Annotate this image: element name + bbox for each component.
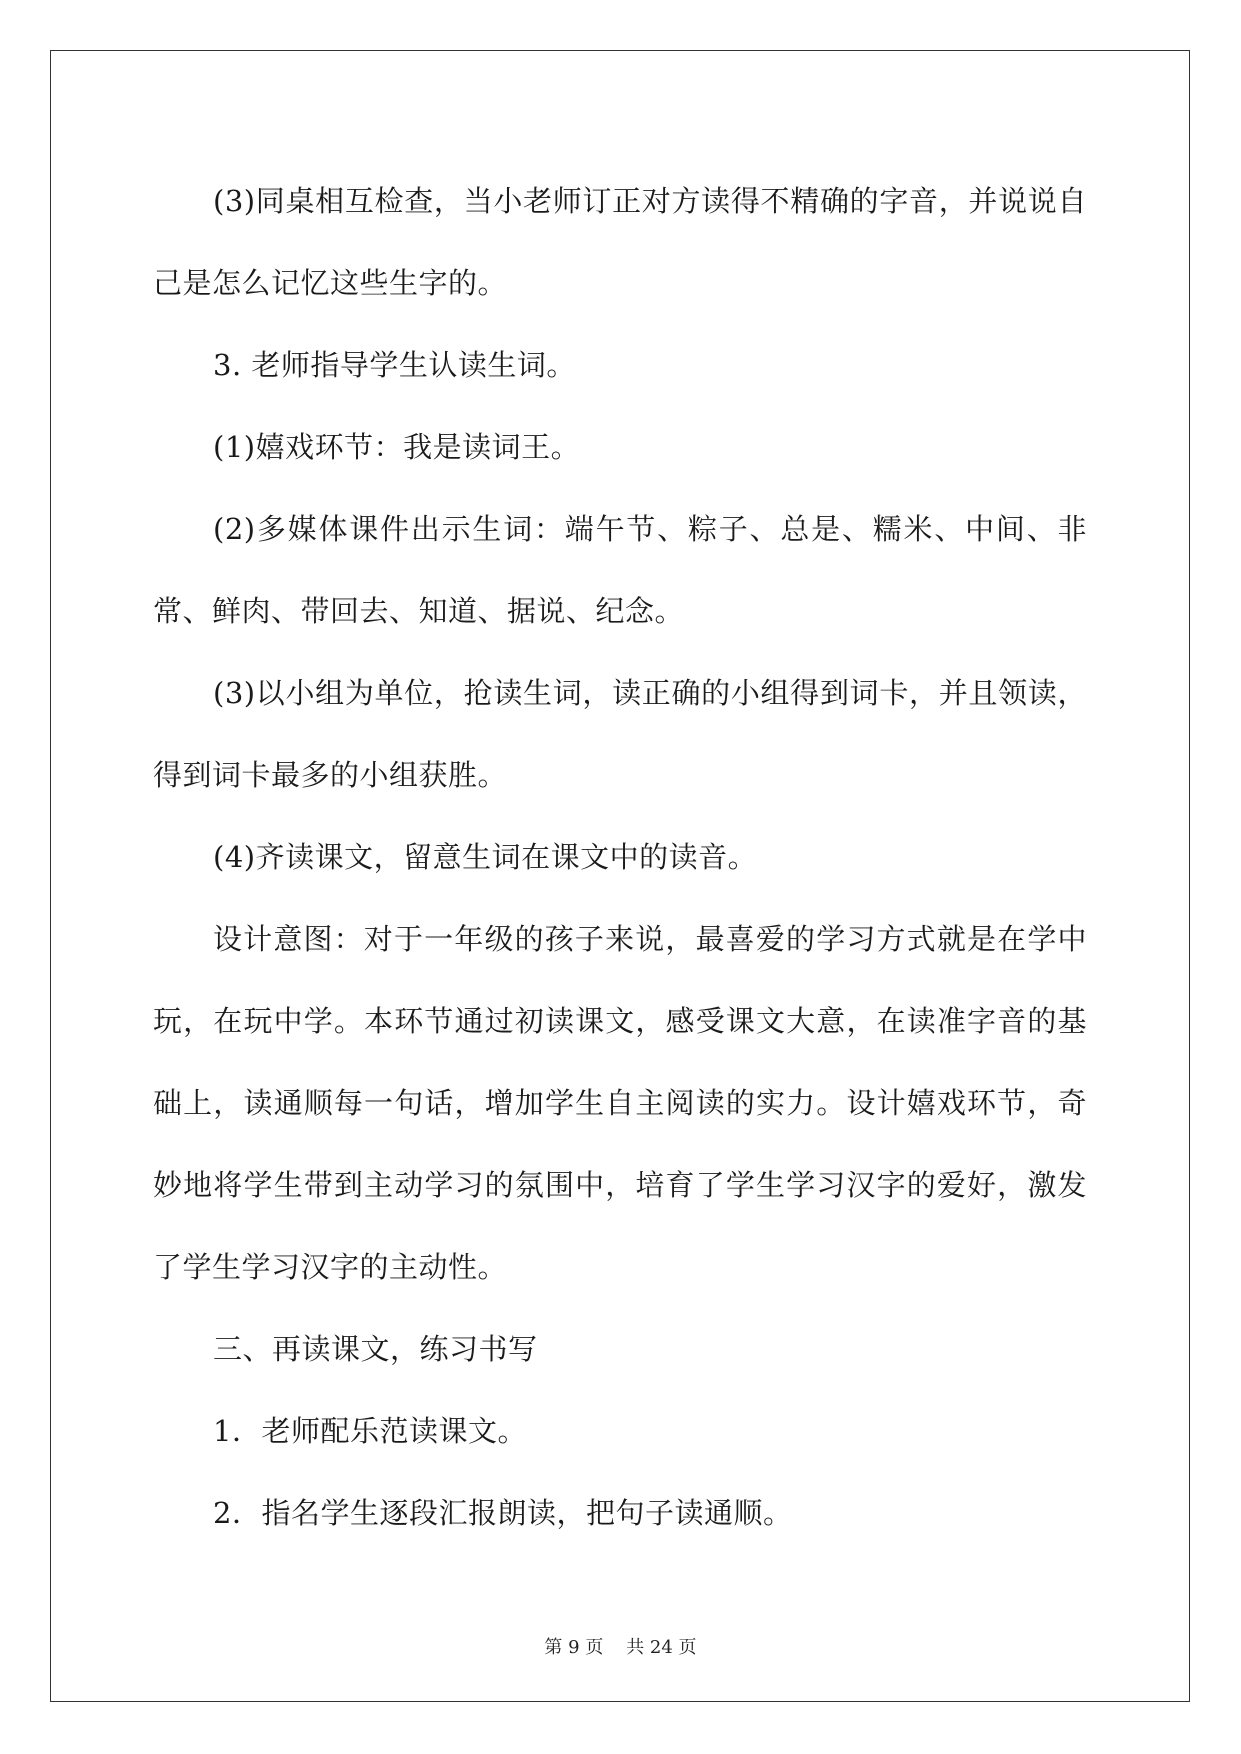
- paragraph: 设计意图：对于一年级的孩子来说，最喜爱的学习方式就是在学中玩，在玩中学。本环节通过初读课文，感受课文大意，在读准字音的基础上，读通顺每一句话，增加学生自主阅读的实力。设计嬉戏环节，奇妙地将学生带到主动学习的氛围中，培育了学生学习汉字的爱好，激发了学生学习汉字的主动性。: [153, 922, 1087, 1284]
- paragraph: 2．指名学生逐段汇报朗读，把句子读通顺。: [213, 1496, 793, 1530]
- page-number: 第 9 页 共 24 页: [544, 1637, 697, 1658]
- paragraph: (3)同桌相互检查，当小老师订正对方读得不精确的字音，并说说自己是怎么记忆这些生字的。: [153, 184, 1087, 300]
- paragraph: (3)以小组为单位，抢读生词，读正确的小组得到词卡，并且领读，得到词卡最多的小组获胜。: [153, 676, 1087, 792]
- paragraph: (1)嬉戏环节：我是读词王。: [213, 430, 581, 464]
- paragraph: (4)齐读课文，留意生词在课文中的读音。: [213, 840, 758, 874]
- page-footer: [0, 1633, 1241, 1659]
- document-body: [153, 160, 1087, 1554]
- paragraph: 3. 老师指导学生认读生词。: [213, 348, 576, 382]
- paragraph: (2)多媒体课件出示生词：端午节、粽子、总是、糯米、中间、非常、鲜肉、带回去、知道、据说、纪念。: [153, 512, 1087, 628]
- paragraph: 1．老师配乐范读课文。: [213, 1414, 527, 1448]
- section-heading: 三、再读课文，练习书写: [213, 1332, 538, 1366]
